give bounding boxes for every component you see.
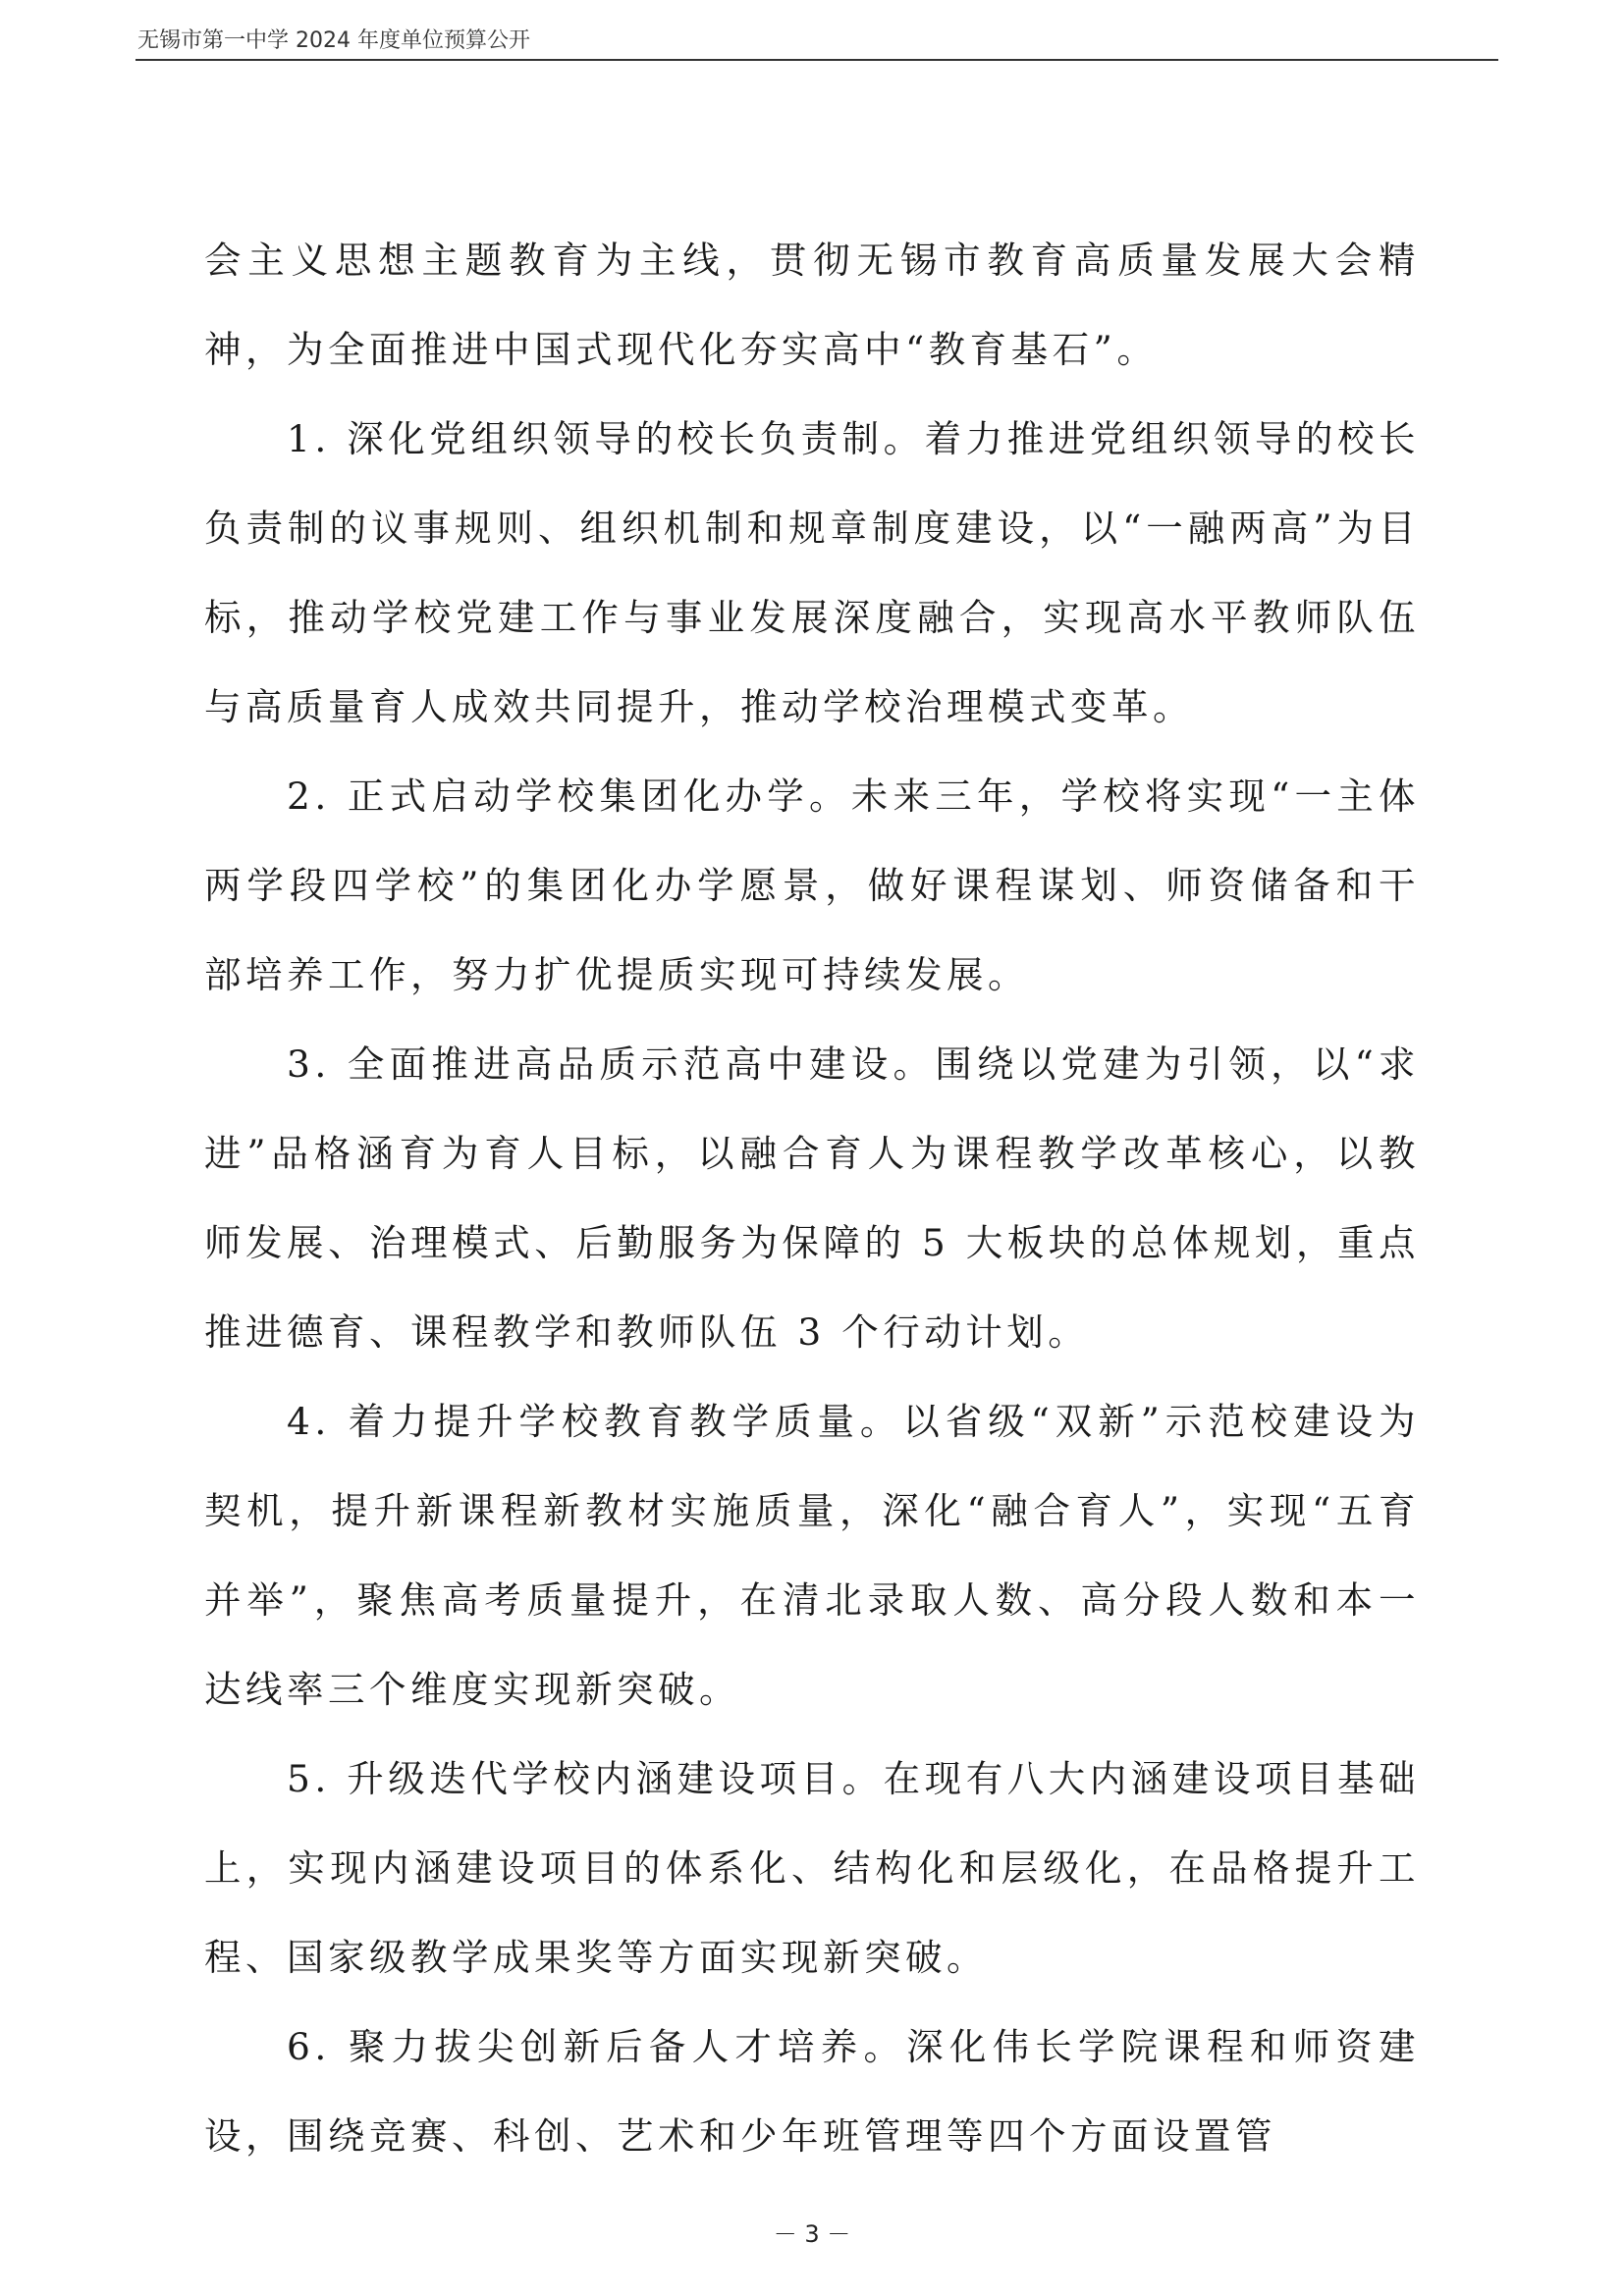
paragraph-item-5: 5. 升级迭代学校内涵建设项目。在现有八大内涵建设项目基础上，实现内涵建设项目的体系化、结构化和层级化，在品格提升工程、国家级教学成果奖等方面实现新突破。 bbox=[204, 1757, 1420, 1979]
paragraph-continuation: 会主义思想主题教育为主线，贯彻无锡市教育高质量发展大会精神，为全面推进中国式现代化夯实高中“教育基石”。 bbox=[204, 239, 1420, 371]
header-title: 无锡市第一中学 2024 年度单位预算公开 bbox=[137, 28, 530, 53]
paragraph-item-4: 4. 着力提升学校教育教学质量。以省级“双新”示范校建设为契机，提升新课程新教材实施质量，深化“融合育人”，实现“五育并举”，聚焦高考质量提升，在清北录取人数、高分段人数和本一达线率三个维度实现新突破。 bbox=[204, 1400, 1420, 1711]
page-number: － 3 － bbox=[773, 2220, 851, 2248]
paragraph-item-6: 6. 聚力拔尖创新后备人才培养。深化伟长学院课程和师资建设，围绕竞赛、科创、艺术和少年班管理等四个方面设置管 bbox=[204, 2025, 1420, 2158]
paragraph-item-1: 1. 深化党组织领导的校长负责制。着力推进党组织领导的校长负责制的议事规则、组织机制和规章制度建设，以“一融两高”为目标，推动学校党建工作与事业发展深度融合，实现高水平教师队伍与高质量育人成效共同提升，推动学校治理模式变革。 bbox=[204, 417, 1420, 728]
paragraph-item-3: 3. 全面推进高品质示范高中建设。围绕以党建为引领，以“求进”品格涵育为育人目标，以融合育人为课程教学改革核心，以教师发展、治理模式、后勤服务为保障的 5 大板块的总体规划，重点推进德育、课程教学和教师队伍 3 个行动计划。 bbox=[204, 1042, 1420, 1354]
paragraph-item-2: 2. 正式启动学校集团化办学。未来三年，学校将实现“一主体两学段四学校”的集团化办学愿景，做好课程谋划、师资储备和干部培养工作，努力扩优提质实现可持续发展。 bbox=[204, 774, 1420, 996]
document-body bbox=[204, 216, 1420, 2181]
page-header bbox=[135, 22, 1498, 61]
